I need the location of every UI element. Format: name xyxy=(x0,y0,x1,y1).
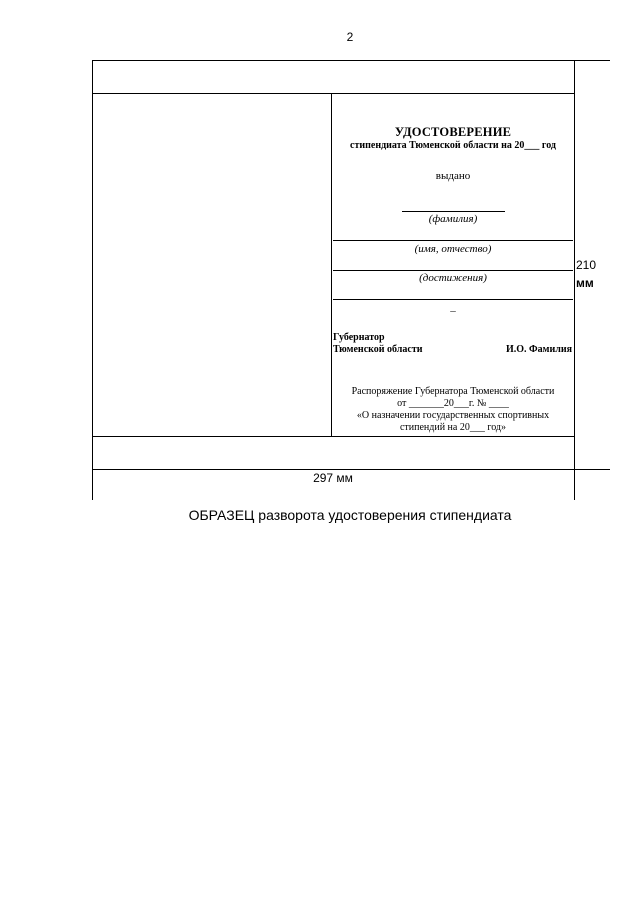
governor-title-line1: Губернатор xyxy=(333,332,385,343)
height-dimension-value: 210 xyxy=(576,258,597,272)
achievements-line xyxy=(333,299,573,300)
certificate-subtitle: стипендиата Тюменской области на 20___ год xyxy=(350,140,556,151)
order-line2: от _______20___г. № ____ xyxy=(397,398,509,409)
width-dimension-label: 297 мм xyxy=(313,471,353,485)
order-line4: стипендий на 20___ год» xyxy=(399,422,507,433)
frame-right-line xyxy=(574,60,575,500)
dash-mark: – xyxy=(450,305,456,317)
order-line3: «О назначении государственных спортивных xyxy=(356,410,550,421)
frame-center-fold-line xyxy=(331,93,332,436)
name-caption: (имя, отчество) xyxy=(414,243,492,255)
issued-label: выдано xyxy=(435,170,471,182)
name-line xyxy=(333,240,573,241)
certificate-title: УДОСТОВЕРЕНИЕ xyxy=(394,125,512,139)
achievements-caption: (достижения) xyxy=(419,272,487,284)
frame-inner-top-line xyxy=(92,93,574,94)
frame-top-line xyxy=(92,60,610,61)
frame-left-line xyxy=(92,60,93,500)
governor-title-line2: Тюменской области xyxy=(333,344,423,355)
surname-line xyxy=(402,211,505,212)
frame-bottom-line xyxy=(92,469,610,470)
frame-inner-bottom-line xyxy=(92,436,574,437)
order-line1: Распоряжение Губернатора Тюменской области xyxy=(351,386,555,397)
surname-caption: (фамилия) xyxy=(428,213,478,225)
sample-caption: ОБРАЗЕЦ разворота удостоверения стипендиата xyxy=(188,507,512,523)
governor-signature: И.О. Фамилия xyxy=(505,344,572,355)
page-number: 2 xyxy=(346,30,354,44)
name-underline xyxy=(333,270,573,271)
height-dimension-unit: мм xyxy=(576,276,594,290)
